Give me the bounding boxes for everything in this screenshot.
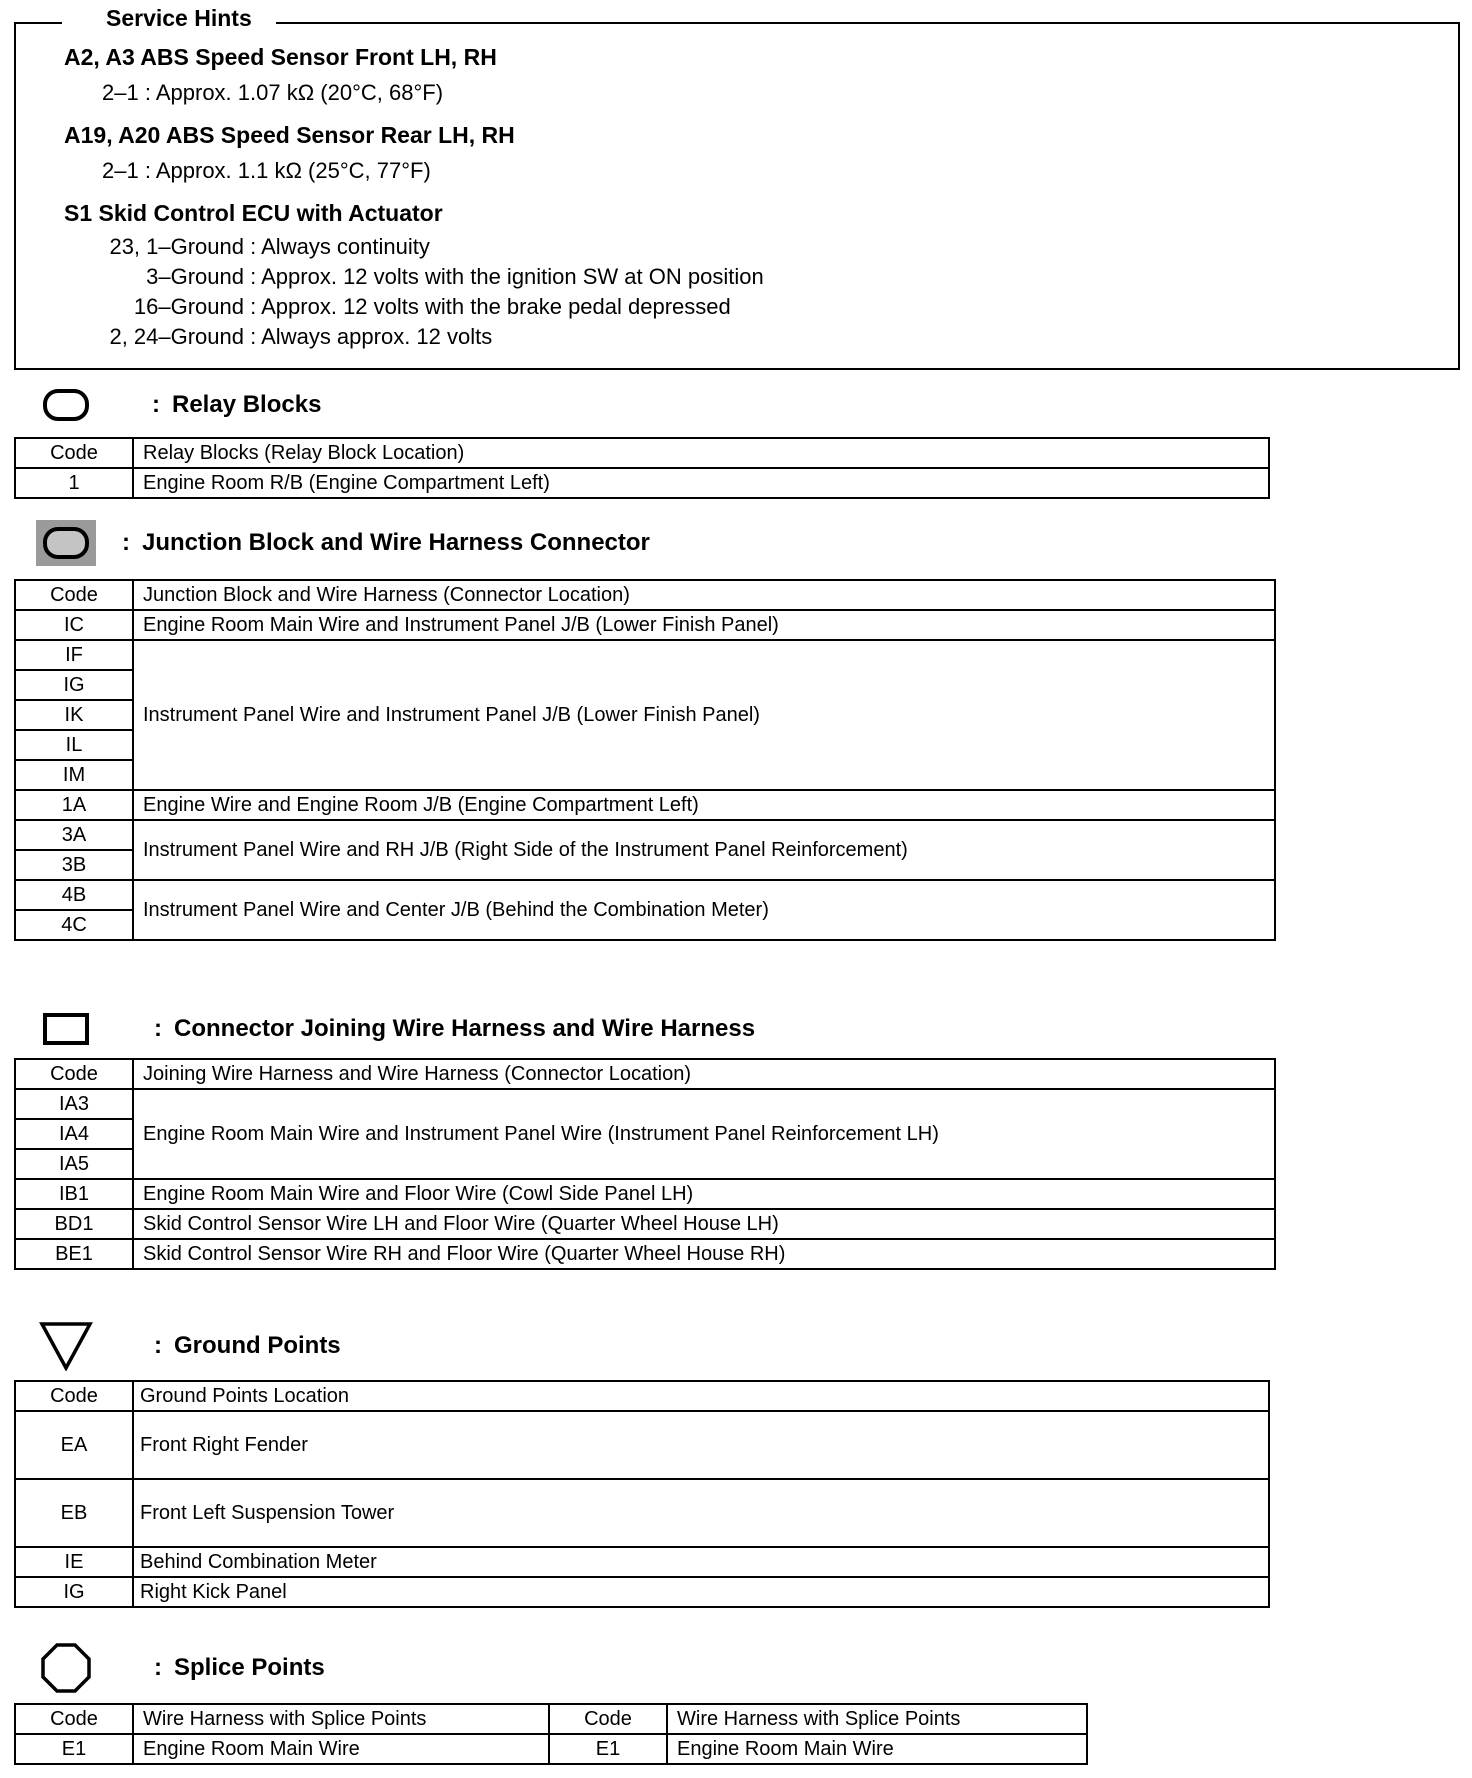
row-code: EA bbox=[15, 1411, 133, 1479]
junction-blocks-header bbox=[36, 520, 650, 566]
hint-label: 3–Ground bbox=[146, 264, 244, 289]
hint-text: : Always approx. 12 volts bbox=[250, 324, 493, 349]
hint-text: : Approx. 12 volts with the brake pedal depressed bbox=[250, 294, 731, 319]
row-desc: Skid Control Sensor Wire LH and Floor Wire (Quarter Wheel House LH) bbox=[133, 1209, 1275, 1239]
relay-block-icon bbox=[36, 382, 96, 428]
row-desc: Engine Room Main Wire bbox=[667, 1734, 1087, 1764]
row-code: IM bbox=[15, 760, 133, 790]
row-desc: Engine Room Main Wire and Instrument Panel Wire (Instrument Panel Reinforcement LH) bbox=[133, 1089, 1275, 1179]
section-title: Connector Joining Wire Harness and Wire Harness bbox=[174, 1015, 756, 1042]
hint-text: : Approx. 1.07 kΩ (20°C, 68°F) bbox=[144, 80, 444, 105]
row-code: 3A bbox=[15, 820, 133, 850]
row-desc: Front Right Fender bbox=[133, 1411, 1269, 1479]
header-code: Code bbox=[15, 438, 133, 468]
row-desc: Instrument Panel Wire and Instrument Panel J/B (Lower Finish Panel) bbox=[133, 640, 1275, 790]
hint-label: 16–Ground bbox=[133, 294, 244, 319]
header-desc: Ground Points Location bbox=[133, 1381, 1269, 1411]
service-hints-title: Service Hints bbox=[62, 5, 276, 32]
row-code: IA5 bbox=[15, 1149, 133, 1179]
header-code: Code bbox=[15, 1381, 133, 1411]
table-row bbox=[15, 1547, 1269, 1577]
section-title: Splice Points bbox=[174, 1654, 325, 1681]
row-code: IB1 bbox=[15, 1179, 133, 1209]
relay-blocks-table bbox=[14, 437, 1270, 499]
row-desc: Behind Combination Meter bbox=[133, 1547, 1269, 1577]
ground-points-header bbox=[36, 1320, 341, 1372]
header-desc: Relay Blocks (Relay Block Location) bbox=[133, 438, 1269, 468]
row-code: 1 bbox=[15, 468, 133, 498]
row-code: 3B bbox=[15, 850, 133, 880]
hint-line-skid-ecu-4 bbox=[76, 324, 492, 350]
row-code: IG bbox=[15, 670, 133, 700]
row-desc: Engine Wire and Engine Room J/B (Engine Compartment Left) bbox=[133, 790, 1275, 820]
table-row bbox=[15, 1577, 1269, 1607]
section-colon: : bbox=[154, 1654, 162, 1681]
row-code: IK bbox=[15, 700, 133, 730]
row-desc: Engine Room Main Wire and Instrument Panel J/B (Lower Finish Panel) bbox=[133, 610, 1275, 640]
row-code: E1 bbox=[549, 1734, 667, 1764]
connectors-table bbox=[14, 1058, 1276, 1270]
header-code: Code bbox=[15, 1059, 133, 1089]
section-colon: : bbox=[152, 391, 160, 418]
hint-heading-rear-sensor: A19, A20 ABS Speed Sensor Rear LH, RH bbox=[64, 122, 515, 148]
hint-line-rear-sensor bbox=[102, 158, 431, 184]
hint-heading-skid-ecu: S1 Skid Control ECU with Actuator bbox=[64, 200, 443, 226]
section-title: Junction Block and Wire Harness Connector bbox=[142, 529, 650, 556]
table-row bbox=[15, 880, 1275, 910]
relay-blocks-header bbox=[36, 382, 321, 428]
table-header-row bbox=[15, 1704, 1087, 1734]
header-desc: Wire Harness with Splice Points bbox=[133, 1704, 549, 1734]
table-row bbox=[15, 820, 1275, 850]
row-code: IC bbox=[15, 610, 133, 640]
header-code: Code bbox=[15, 1704, 133, 1734]
table-row bbox=[15, 1179, 1275, 1209]
hint-line-front-sensor bbox=[102, 80, 443, 106]
row-desc: Engine Room Main Wire bbox=[133, 1734, 549, 1764]
table-row bbox=[15, 1239, 1275, 1269]
row-code: EB bbox=[15, 1479, 133, 1547]
ground-points-table bbox=[14, 1380, 1270, 1608]
section-colon: : bbox=[154, 1015, 162, 1042]
header-code: Code bbox=[15, 580, 133, 610]
row-code: IA3 bbox=[15, 1089, 133, 1119]
section-colon: : bbox=[122, 529, 130, 556]
hint-label: 2–1 bbox=[102, 158, 139, 183]
row-desc: Front Left Suspension Tower bbox=[133, 1479, 1269, 1547]
header-desc: Wire Harness with Splice Points bbox=[667, 1704, 1087, 1734]
table-row bbox=[15, 1209, 1275, 1239]
hint-line-skid-ecu-1 bbox=[76, 234, 430, 260]
table-row bbox=[15, 640, 1275, 670]
header-desc: Junction Block and Wire Harness (Connector Location) bbox=[133, 580, 1275, 610]
junction-block-icon bbox=[36, 520, 96, 566]
row-code: 4C bbox=[15, 910, 133, 940]
row-code: E1 bbox=[15, 1734, 133, 1764]
header-desc: Joining Wire Harness and Wire Harness (Connector Location) bbox=[133, 1059, 1275, 1089]
row-code: IL bbox=[15, 730, 133, 760]
row-code: IE bbox=[15, 1547, 133, 1577]
table-row bbox=[15, 790, 1275, 820]
table-row bbox=[15, 1411, 1269, 1479]
row-code: 1A bbox=[15, 790, 133, 820]
table-row bbox=[15, 1734, 1087, 1764]
hint-heading-front-sensor: A2, A3 ABS Speed Sensor Front LH, RH bbox=[64, 44, 497, 70]
row-desc: Right Kick Panel bbox=[133, 1577, 1269, 1607]
table-row bbox=[15, 1479, 1269, 1547]
splice-points-table bbox=[14, 1703, 1088, 1765]
section-title: Ground Points bbox=[174, 1332, 341, 1359]
ground-point-icon bbox=[36, 1320, 96, 1372]
hint-text: : Approx. 1.1 kΩ (25°C, 77°F) bbox=[144, 158, 431, 183]
service-hints-box bbox=[14, 22, 1460, 370]
hint-label: 2–1 bbox=[102, 80, 139, 105]
row-code: BD1 bbox=[15, 1209, 133, 1239]
hint-label: 23, 1–Ground bbox=[109, 234, 244, 259]
row-desc: Engine Room R/B (Engine Compartment Left) bbox=[133, 468, 1269, 498]
splice-points-header bbox=[36, 1642, 325, 1694]
row-code: IG bbox=[15, 1577, 133, 1607]
header-code: Code bbox=[549, 1704, 667, 1734]
table-header-row bbox=[15, 1381, 1269, 1411]
row-desc: Instrument Panel Wire and RH J/B (Right Side of the Instrument Panel Reinforcement) bbox=[133, 820, 1275, 880]
table-header-row bbox=[15, 580, 1275, 610]
row-desc: Skid Control Sensor Wire RH and Floor Wire (Quarter Wheel House RH) bbox=[133, 1239, 1275, 1269]
row-code: 4B bbox=[15, 880, 133, 910]
table-header-row bbox=[15, 438, 1269, 468]
connectors-header bbox=[36, 1006, 755, 1052]
section-title: Relay Blocks bbox=[172, 391, 322, 418]
row-code: IF bbox=[15, 640, 133, 670]
connector-icon bbox=[36, 1006, 96, 1052]
table-row bbox=[15, 468, 1269, 498]
table-row bbox=[15, 610, 1275, 640]
hint-label: 2, 24–Ground bbox=[109, 324, 244, 349]
row-code: BE1 bbox=[15, 1239, 133, 1269]
table-header-row bbox=[15, 1059, 1275, 1089]
hint-line-skid-ecu-3 bbox=[76, 294, 731, 320]
row-code: IA4 bbox=[15, 1119, 133, 1149]
section-colon: : bbox=[154, 1332, 162, 1359]
junction-blocks-table bbox=[14, 579, 1276, 941]
splice-point-icon bbox=[36, 1642, 96, 1694]
row-desc: Engine Room Main Wire and Floor Wire (Cowl Side Panel LH) bbox=[133, 1179, 1275, 1209]
table-row bbox=[15, 1089, 1275, 1119]
hint-text: : Approx. 12 volts with the ignition SW at ON position bbox=[250, 264, 764, 289]
hint-text: : Always continuity bbox=[250, 234, 430, 259]
row-desc: Instrument Panel Wire and Center J/B (Behind the Combination Meter) bbox=[133, 880, 1275, 940]
hint-line-skid-ecu-2 bbox=[76, 264, 764, 290]
